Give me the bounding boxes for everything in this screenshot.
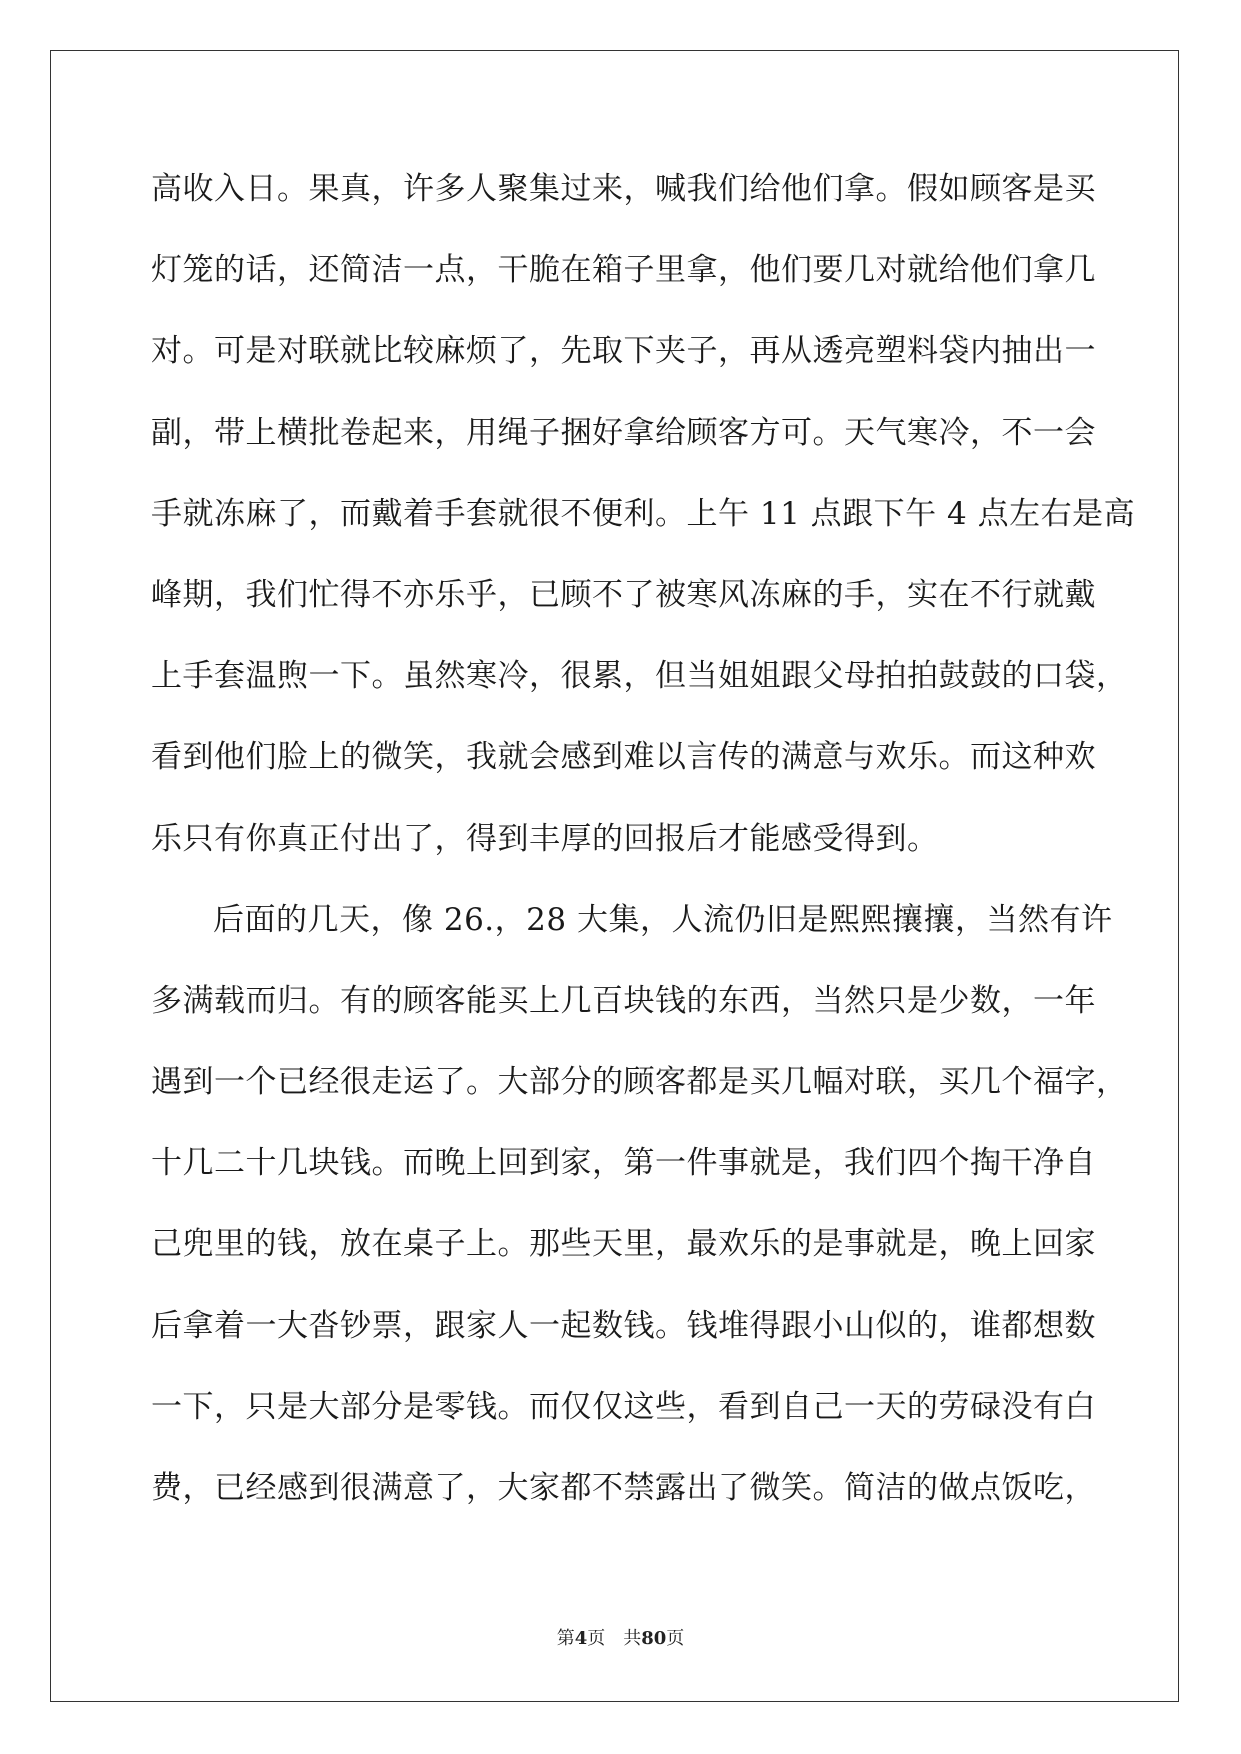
text-line: 上手套温煦一下。虽然寒冷，很累，但当姐姐跟父母拍拍鼓鼓的口袋，: [151, 658, 1128, 695]
document-body: [151, 149, 1136, 1529]
text-line: 十几二十几块钱。而晚上回到家，第一件事就是，我们四个掏干净自: [151, 1145, 1096, 1182]
text-line: 一下，只是大部分是零钱。而仅仅这些，看到自己一天的劳碌没有白: [151, 1388, 1096, 1425]
paragraph-start-line: 后面的几天，像 26.，28 大集，人流仍旧是熙熙攘攘，当然有许: [213, 901, 1113, 938]
text-line: 副，带上横批卷起来，用绳子捆好拿给顾客方可。天气寒冷，不一会: [151, 414, 1096, 451]
page-footer: [0, 1624, 1241, 1650]
page-number: 4: [574, 1628, 588, 1649]
text-line: 己兜里的钱，放在桌子上。那些天里，最欢乐的是事就是，晚上回家: [151, 1226, 1096, 1263]
text-line: 后拿着一大沓钞票，跟家人一起数钱。钱堆得跟小山似的，谁都想数: [151, 1307, 1096, 1344]
page-suffix: 页: [587, 1628, 606, 1649]
text-line: 多满载而归。有的顾客能买上几百块钱的东西，当然只是少数，一年: [151, 982, 1096, 1019]
total-prefix: 共: [623, 1628, 642, 1649]
total-suffix: 页: [666, 1628, 685, 1649]
text-line: 看到他们脸上的微笑，我就会感到难以言传的满意与欢乐。而这种欢: [151, 739, 1096, 776]
text-line: 峰期，我们忙得不亦乐乎，已顾不了被寒风冻麻的手，实在不行就戴: [151, 576, 1096, 613]
text-line: 乐只有你真正付出了，得到丰厚的回报后才能感受得到。: [151, 820, 939, 857]
text-line: 费，已经感到很满意了，大家都不禁露出了微笑。简洁的做点饭吃，: [151, 1470, 1096, 1506]
text-line: 灯笼的话，还简洁一点，干脆在箱子里拿，他们要几对就给他们拿几: [151, 252, 1096, 289]
total-pages: 80: [641, 1628, 667, 1649]
text-line: 高收入日。果真，许多人聚集过来，喊我们给他们拿。假如顾客是买: [151, 171, 1096, 207]
page-prefix: 第: [556, 1628, 575, 1649]
text-line: 遇到一个已经很走运了。大部分的顾客都是买几幅对联，买几个福字，: [151, 1064, 1128, 1101]
text-line: 对。可是对联就比较麻烦了，先取下夹子，再从透亮塑料袋内抽出一: [151, 333, 1096, 370]
text-line: 手就冻麻了，而戴着手套就很不便利。上午 11 点跟下午 4 点左右是高: [151, 495, 1136, 532]
